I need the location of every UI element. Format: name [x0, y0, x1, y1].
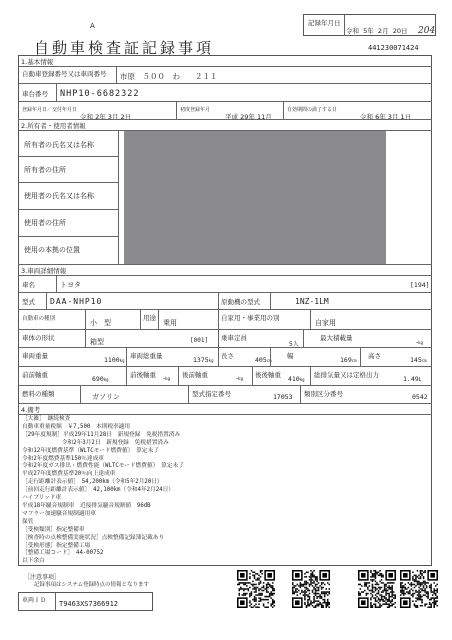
chassis-label: 車台番号 [22, 90, 48, 98]
notes-line: 平成18年騒音規制車 近接排気騒音規制値 96dB [22, 502, 151, 509]
model-label: 型式 [22, 298, 35, 306]
notes-line: ［大雑］ 継続検査 [22, 416, 71, 422]
record-date-value: 令和 5年 2月 20日 [346, 27, 408, 35]
shape-label: 車体の形状 [22, 334, 55, 342]
reg-number-label: 自動車登録番号又は車両番号 [22, 70, 107, 78]
gross-label: 車両総重量 [130, 352, 163, 360]
height-label: 高さ [368, 352, 381, 360]
engine-value: 1NZ-1LM [295, 297, 329, 306]
rr-axle-label: 後後軸重 [255, 371, 281, 379]
expiry-label: 有効期間の満了する日 [287, 107, 338, 113]
section-vehicle-title: 3.車両詳細情報 [21, 267, 67, 275]
owner-name-label: 所有者の氏名又は名称 [24, 141, 94, 149]
section-owner-title: 2.所有者・使用者情報 [21, 122, 86, 130]
length-value: 405cm [255, 356, 272, 364]
notes-line: 自動車重量税額 ￥7,500 本則税率適用 [22, 423, 131, 430]
base-location-label: 使用の本拠の位置 [24, 246, 80, 254]
qr-code-4 [400, 570, 438, 608]
expiry-value: 令和 6年 3月 1日 [360, 113, 412, 121]
fr-axle-label: 前後軸重 [130, 371, 156, 379]
owner-address-label: 所有者の住所 [24, 166, 66, 174]
serial-number: 441230071424 [368, 44, 419, 52]
notes-line: ハイブリッド車 [22, 495, 62, 502]
kind-label: 自動車の種別 [22, 316, 56, 322]
first-reg-label: 初度登録年月 [180, 107, 211, 113]
maker-code: [194] [410, 281, 430, 289]
maker-value: トヨタ [60, 281, 81, 289]
notes-line: 保管 [22, 518, 34, 525]
max-load-value: -kg [416, 339, 424, 346]
displacement-label: 総排気量又は定格出力 [314, 371, 379, 379]
weight-value: 1100kg [104, 356, 125, 364]
notes-list [22, 416, 184, 566]
vehicle-id-value: T9463XS7366912 [59, 600, 119, 608]
notes-line: ［前回走行距離計表示値］ 42,100km（令和4年2月24日） [22, 487, 174, 494]
capacity-label: 乗車定員 [221, 334, 247, 342]
height-value: 145cm [410, 356, 427, 364]
notes-line: ［整備工場コード］ 44-00752 [22, 550, 104, 557]
fr-axle-value: -kg [163, 375, 171, 382]
record-date-label: 記録年月日 [308, 19, 341, 27]
purpose-value: 自家用 [315, 319, 336, 327]
notes-line: ［受検類別］指定整備車 [22, 526, 85, 533]
ff-axle-value: 690kg [92, 375, 109, 383]
qr-code-2 [292, 570, 330, 608]
notes-line: 令和12年度燃費基準（WLTCモード燃費値） 算定未了 [22, 447, 159, 454]
rr-axle-value: 410kg [288, 375, 305, 383]
page-title: 自動車検査証記録事項 [34, 39, 215, 57]
notes-line: 以下余白 [22, 558, 45, 565]
reg-date-label: 登録年月日／交付年月日 [22, 107, 78, 113]
vehicle-id-box [18, 592, 153, 611]
notes-line: ［29年度規制］平成29年11月28日 新規登録 免税措置済み [22, 431, 181, 438]
purpose-label: 自家用・事業用の別 [221, 314, 280, 322]
shape-code: [001] [190, 337, 209, 344]
notes-line: ［検査時の点検整備実施状況］点検整備記録簿記載あり [22, 534, 165, 541]
width-label: 幅 [287, 352, 294, 360]
gross-value: 1375kg [193, 356, 214, 364]
user-address-label: 使用者の住所 [24, 219, 66, 227]
length-label: 長さ [221, 352, 234, 360]
redacted-owner-block [124, 131, 386, 264]
max-load-label: 最大積載量 [320, 334, 353, 342]
type-no-value: 17053 [273, 393, 293, 401]
notice-text: 記録事項はシステム登録時点の情報となります [34, 582, 149, 588]
notes-line: マフラー加速騒音規制適用車 [22, 510, 96, 517]
chassis-value: NHP10-6682322 [60, 89, 140, 99]
shape-value: 箱型 [90, 338, 104, 346]
user-name-label: 使用者の氏名又は名称 [24, 192, 94, 200]
model-value: DAA-NHP10 [50, 297, 103, 306]
class-no-label: 類別区分番号 [304, 390, 343, 398]
notes-line: 令和2年度ガス排出・燃費性能（WLTCモード燃費値） 算定未了 [22, 463, 184, 470]
class-no-value: 0542 [412, 393, 428, 401]
kind-value: 小 型 [90, 319, 111, 327]
record-date-box [303, 14, 436, 36]
use-value: 乗用 [163, 319, 177, 327]
fuel-value: ガソリン [92, 393, 120, 401]
maker-label: 車名 [22, 281, 35, 289]
capacity-value: 5人 [289, 341, 299, 348]
notes-line: ［走行距離計表示値］ 54,200km（令和5年2月20日） [22, 479, 163, 486]
fuel-label: 燃料の種類 [22, 390, 55, 398]
rf-axle-value: -kg [236, 375, 244, 382]
type-no-label: 型式指定番号 [192, 390, 231, 398]
ff-axle-label: 前前軸重 [22, 371, 48, 379]
notice-title: ［注意事項］ [24, 574, 61, 581]
notes-line: 平成27年度燃費基準20％向上達成車 [22, 471, 116, 478]
qr-code-1 [237, 570, 275, 608]
weight-label: 車両重量 [22, 352, 48, 360]
rf-axle-label: 後前軸重 [182, 371, 208, 379]
notes-line: 令和2年3月2日 新規登録 免税措置済み [22, 439, 169, 446]
section-notes-title: 4.備考 [21, 406, 41, 414]
corner-mark: A [90, 22, 95, 30]
qr-code-3 [358, 570, 396, 608]
section-basic-title: 1.基本情報 [21, 58, 54, 66]
handwritten-number: 204 [418, 26, 436, 36]
vehicle-id-label: 車両ＩＤ [22, 597, 47, 604]
notes-line: ［受検形態］指定整備工場 [22, 542, 91, 549]
engine-label: 原動機の型式 [221, 298, 260, 306]
reg-date-value: 令和 2年 3月 2日 [80, 113, 132, 121]
width-value: 169cm [340, 356, 357, 364]
reg-number-value: 市原 ５００ わ ２１１ [120, 72, 218, 81]
notes-line: 令和2年度燃費基準150％達成車 [22, 455, 104, 462]
use-label: 用途 [143, 314, 156, 322]
first-reg-value: 平成 29年 11月 [225, 113, 272, 121]
displacement-value: 1.49L [403, 375, 422, 383]
